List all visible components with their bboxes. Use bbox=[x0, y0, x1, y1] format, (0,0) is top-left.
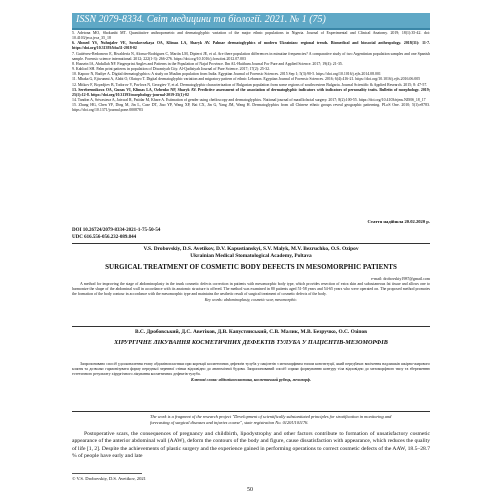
received-date: Стаття надійшла 20.02.2020 р. bbox=[367, 219, 430, 224]
divider bbox=[72, 243, 430, 244]
doi-block bbox=[72, 227, 160, 241]
authors-en-names: V.S. Drobovskiy, D.S. Avetikov, D.V. Kapustianskyi, S.V. Malyk, M.V. Bezruchko, O.S. Ozipov bbox=[143, 246, 359, 252]
reference-item: 7. Gutiérrez-Redomero E, Rivaldería N, Alonso-Rodríguez C, Martín LM, Dipierri JE, et al. Are there population differences in minutiae frequencies? A comparative study of two Argentinian population samples and one Spanish sample. Forensic science international. 2012; 222(1-3): 266-276. https://doi.org/10.1016/j.forsciint.2012.07.003 bbox=[72, 51, 430, 61]
keywords-ua: Ключові слова: абдомінопластика, косметичний рубець, мезоморф. bbox=[191, 377, 311, 383]
affiliation-en: Ukrainian Medical Stomatological Academy, Poltava bbox=[190, 253, 312, 259]
abstract-ua-text: Запропоновано спосіб удосконалення етапу абдомінопластики при корекції косметичних дефектів тулуба у пацієнтів з мезоморфним типом конституції, який передбачає висічення надлишків шкірно-жирового клаптя та дозволяє гармонізувати форму передньої черевної стінки відповідно до анатомічної будови. Запропонований спосіб сприяє формуванню контуру тіла відповідно до мезоморфного типу та збереженню естетичного результату хірургічного лікування косметичних дефектів тулуба. bbox=[72, 362, 430, 377]
reference-item: 11. Mbaka G, Ejiwunmi A, Alabi O, Olatayo T. Digital dermatoglyphic variation and migratory pattern of ethnic Lebanon. Egyptian Journal of Forensic Sciences. 2016; 6(4):416-21. https://doi.org/10.1016/j.ejfs.2016.06.005 bbox=[72, 77, 421, 82]
article-title-en: SURGICAL TREATMENT OF COSMETIC BODY DEFECTS IN MESOMORPHIC PATIENTS bbox=[105, 263, 397, 271]
reference-item: 15. Zhang HG, Chen YF, Ding M, Jin L, Case DT, Jiao YP, Wang XP, Bai CX, Jin G, Yang JM, Wang H. Dermatoglyphics from all Chinese ethnic groups reveal geographic patterning. PLoS One. 2010; 5(1):e8783. https://doi.org/10.1371/journal.pone.0008783 bbox=[72, 103, 430, 113]
reference-item: 9. Kahlool SH. Palm print patterns in population of Diwaniyah City. Al-Qadisiyah Journal of Pure Science. 2017; 17(2): 25-32. bbox=[72, 67, 271, 72]
footnote-rule bbox=[72, 473, 142, 474]
page-number: 50 bbox=[247, 487, 253, 493]
abstract-en bbox=[72, 282, 430, 303]
copyright-footnote: © V.S. Drobovskiy, D.S. Avetikov, 2021 bbox=[72, 476, 146, 481]
authors-en bbox=[72, 246, 430, 260]
journal-title: ISSN 2079-8334. Світ медицини та біології. 2021. № 1 (75) bbox=[76, 14, 326, 25]
divider bbox=[72, 411, 430, 412]
reference-item: 5. Adetona MO, Shokunbi MT. Quantitative anthropometric and dermatoglyphic variation of the major ethnic populations in Nigeria. Journal of Experimental and Clinical Anatomy. 2019; 18(1):35-42. doi: 10.4103/jeca.jeca_35_18 bbox=[72, 31, 430, 41]
reference-item: 6. Ahmed YS, Nuhnjaler VE, Sorokovsekaya OA, Klimas LA, Sharyk AV. Palmar dermatoglyphics of modern Ukrainian: regional trends. Biomedical and biosocial anthropology. 2018(31): 11-7. https://doi.org/10.31393/bba31-2018-02 bbox=[72, 41, 430, 51]
reference-item: 10. Kapoor N, Badiye A. Digital dermatoglyphics: A study on Muslim population from India. Egyptian Journal of Forensic Sciences. 2015 Sep 1; 5(3):90-5. https://doi.org/10.1016/j.ejfs.2014.08.001 bbox=[72, 72, 381, 77]
abstract-ua bbox=[72, 362, 430, 383]
divider bbox=[72, 326, 430, 327]
journal-header bbox=[72, 13, 430, 30]
reference-item: 8. Hussein IA, Abdullah NF. Fingerprint Angles and Patterns in the Population of Najaf Province. Ibn AL-Haitham Journal For Pure and Applied Science. 2017; 19(4): 21-35. bbox=[72, 61, 343, 66]
reference-item: 13. Serebrennikova OA, Gunas VI, Klimas LA, Ozhenko NP, Sharyk AV. Predictive assessment of the association of dermatoglyphic indicators with indicators of personality traits. Bulletin of morphology. 2019; 25(1):12-8. https://doi.org/10.31393/morphology-journal-2019-25(1)-02 bbox=[72, 87, 430, 97]
article-title-ua: ХІРУРГІЧНЕ ЛІКУВАННЯ КОСМЕТИЧНИХ ДЕФЕКТІВ ТУЛУБА У ПАЦІЄНТІВ-МЕЗОМОРФІВ bbox=[114, 339, 388, 346]
udc-line: UDC 616.556-056.232-089.844 bbox=[72, 235, 137, 240]
abstract-en-text: A method for improving the stage of abdominoplasty in the trunk cosmetic defects correction in patients with mesomorphic body type, which provides resection of extra skin and subcutaneous fat tissue and allows one to harmonize the shape of the abdominal wall in accordance with its anatomic structure is offered. The method was examined in 80 patients aged 51-58 years and 54-65 years who were operated on. The proposed method promotes the formation of the body contour in accordance with the mesomorphic type and maintains the aesthetic result of surgical treatment of cosmetic defects of the body. bbox=[72, 282, 430, 297]
research-framework-note: The work is a fragment of the research project "Development of scientifically substantiated principles for stratification in monitoring and forecasting of surgical diseases and injuries course", state registration No. 0120U101176. bbox=[150, 414, 392, 425]
contact-email: e-mail: drobovskiy1987@gmail.com bbox=[370, 276, 430, 281]
reference-item: 12. Mitkov F, Boyadjiev B, Todorov V, Pavlova N, Georgiev V, et al. Dermatoglyphic characterization of Bulgarian population from some regions of southwestern Bulgaria. Journal Scientific & Applied Research. 2015; 8: 47-57. bbox=[72, 82, 428, 87]
doi-line: DOI 10.26724/2079-8334-2021-1-75-50-54 bbox=[72, 228, 161, 233]
keywords-en: Key words: abdominoplasty, cosmetic scar, mesomorphic. bbox=[204, 297, 298, 303]
authors-ua: В.С. Дробовський, Д.С. Аветіков, Д.В. Капустянський, С.В. Малик, М.В. Безручко, О.С. Озіпов bbox=[134, 329, 368, 335]
body-paragraph: Postoperative scars, the consequences of pregnancy and childbirth, lipodystrophy and other factors contribute to formation of unsatisfactory cosmetic appearance of the anterior abdominal wall (AAW), deform the contours of the body and figure, cause dissatisfaction with appearance, which reduces the quality of life [1, 2]. Despite the achievements of plastic surgery and the experience gained in performing operations to correct cosmetic defects of the AAW, 18.5–28.7 % of people have early and late bbox=[72, 431, 430, 460]
reference-item: 14. Tandon A, Srivastava A, Jaiswal R, Patidar M, Khare A. Estimation of gender using cheiloscopy and dermatoglyphics. National journal of maxillofacial surgery. 2017; 8(2):100-55. https://doi.org/10.4103/njms.NJMS_18_17 bbox=[72, 98, 426, 103]
reference-list bbox=[72, 31, 430, 114]
body-text bbox=[72, 431, 430, 461]
